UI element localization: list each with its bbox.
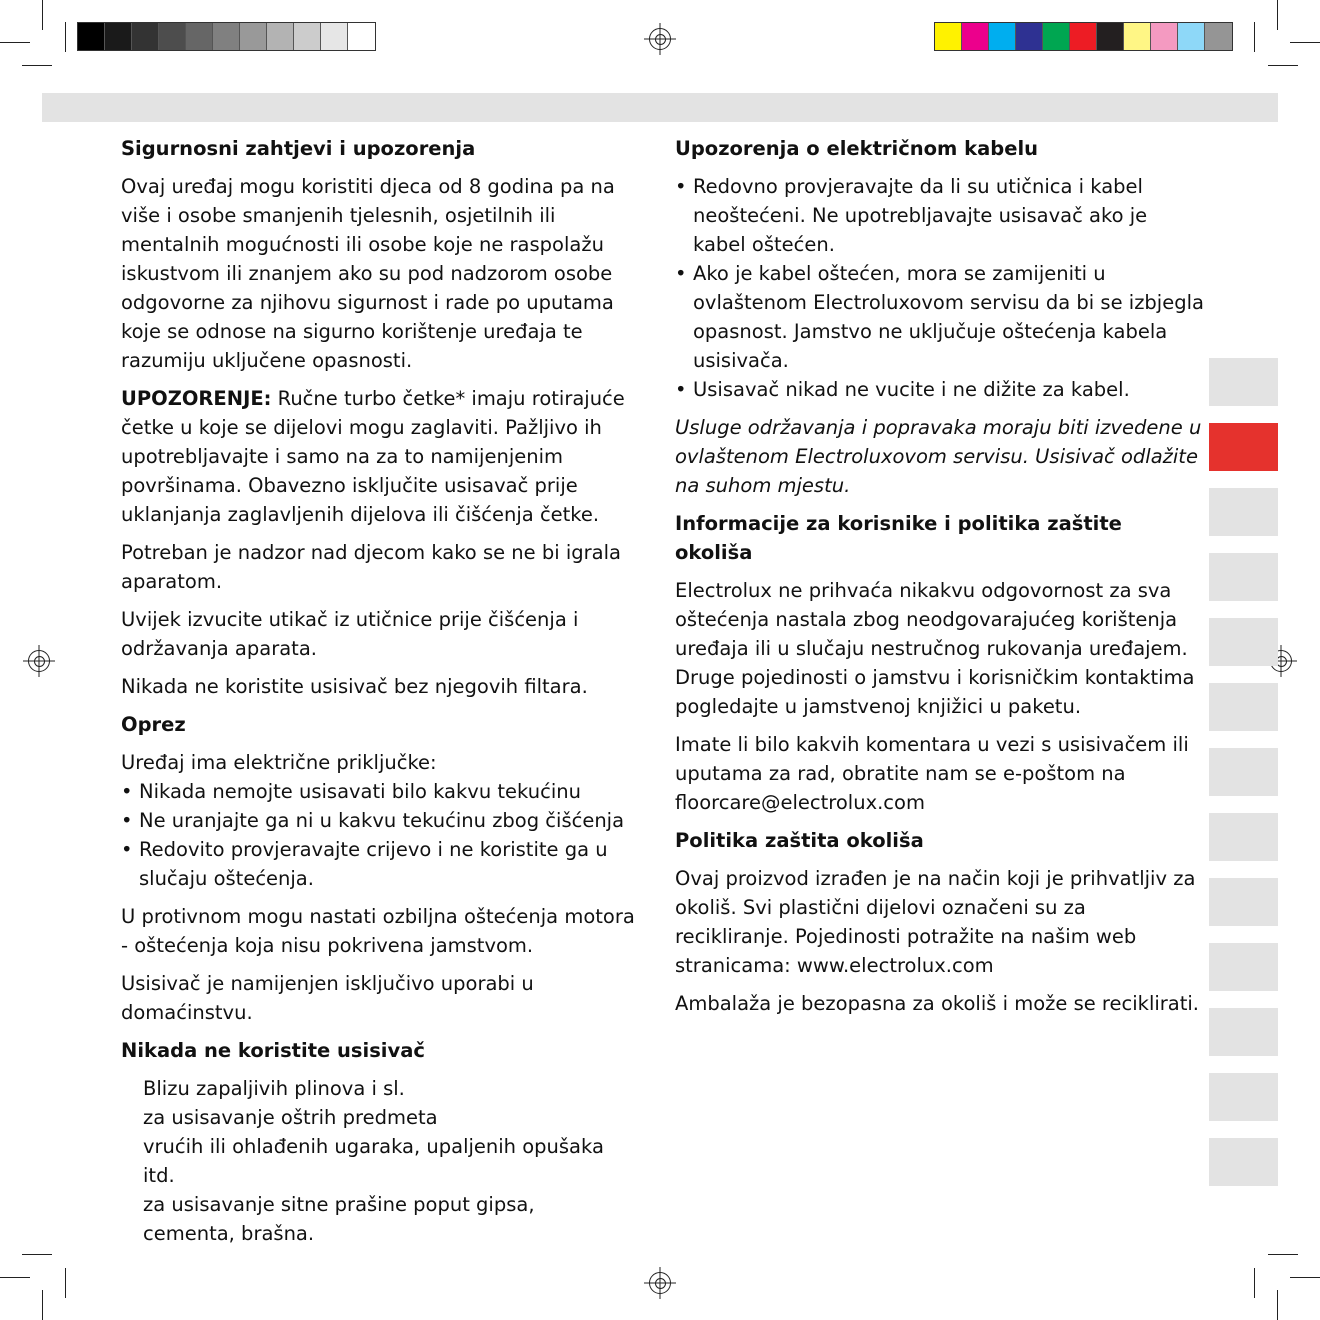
color-swatch [1097,23,1124,50]
language-tab [1209,683,1278,731]
crop-mark [1290,1277,1320,1278]
color-swatch [1178,23,1205,50]
list-item: • Redovno provjeravajte da li su utičnica i kabel neoštećeni. Ne upotrebljavajte usisavač ako je kabel oštećen. [675,172,1205,259]
list-item: • Redovito provjeravajte crijevo i ne koristite ga u slučaju oštećenja. [121,835,636,893]
crop-mark [65,1268,66,1298]
environment-paragraph: Ovaj proizvod izrađen je na način koji je prihvatljiv za okoliš. Svi plastični dijelovi označeni su za recikliranje. Pojedinosti potražite na našim web stranicama: www.electrolux.com [675,867,1196,977]
info-paragraph: Electrolux ne prihvaća nikakvu odgovornost za sva oštećenja nastala zbog neodgovarajućeg korištenja uređaja ili u slučaju nestručnog rukovanja uređajem. Druge pojedinosti o jamstvu i korisničkim kontaktima pogledajte u jamstvenoj knjižici u paketu. [675,579,1195,718]
crop-mark [1254,22,1255,52]
color-swatch [1016,23,1043,50]
warning-label: UPOZORENJE: [121,387,272,410]
language-tab [1209,878,1278,926]
list-item: cementa, brašna. [143,1222,315,1245]
language-tab-active [1209,423,1278,471]
right-column [675,134,1205,1027]
info-heading: Informacije za korisnike i politika zaštite okoliša [675,512,1122,564]
crop-mark [22,65,52,66]
color-swatch [1043,23,1070,50]
gray-swatch [132,23,159,50]
color-swatch [1205,23,1232,50]
left-column [121,134,636,1248]
packaging-paragraph: Ambalaža je bezopasna za okoliš i može se reciklirati. [675,992,1200,1015]
process-color-bar [934,22,1233,51]
language-tab [1209,358,1278,406]
grayscale-color-bar [77,22,376,51]
language-tab [1209,553,1278,601]
color-swatch [962,23,989,50]
filters-paragraph: Nikada ne koristite usisivač bez njegovih filtara. [121,675,588,698]
color-swatch [989,23,1016,50]
language-tab [1209,943,1278,991]
registration-mark-icon [649,1272,671,1294]
unplug-paragraph: Uvijek izvucite utikač iz utičnice prije čišćenja i održavanja aparata. [121,608,579,660]
gray-swatch [105,23,132,50]
language-tab [1209,488,1278,536]
registration-mark-icon [28,650,50,672]
list-item: za usisavanje sitne prašine poput gipsa, [143,1193,535,1216]
color-swatch [1124,23,1151,50]
list-item: Blizu zapaljivih plinova i sl. [143,1077,405,1100]
color-swatch [1151,23,1178,50]
gray-swatch [240,23,267,50]
language-tab [1209,618,1278,666]
gray-swatch [267,23,294,50]
language-tab [1209,748,1278,796]
gray-swatch [294,23,321,50]
cable-heading: Upozorenja o električnom kabelu [675,137,1039,160]
list-item: • Usisavač nikad ne vucite i ne dižite za kabel. [675,375,1205,404]
children-paragraph: Potreban je nadzor nad djecom kako se ne bi igrala aparatom. [121,541,621,593]
gray-swatch [159,23,186,50]
language-tab [1209,1008,1278,1056]
crop-mark [1268,1254,1298,1255]
never-use-heading: Nikada ne koristite usisivač [121,1039,425,1062]
list-item: • Nikada nemojte usisavati bilo kakvu tekućinu [121,777,636,806]
crop-mark [1277,0,1278,30]
motor-paragraph: U protivnom mogu nastati ozbiljna oštećenja motora - oštećenja koja nisu pokrivena jamstvom. [121,905,635,957]
crop-mark [22,1254,52,1255]
safety-heading: Sigurnosni zahtjevi i upozorenja [121,137,476,160]
crop-mark [1268,65,1298,66]
crop-mark [1254,1268,1255,1298]
comments-paragraph: Imate li bilo kakvih komentara u vezi s usisivačem ili uputama za rad, obratite nam se e-poštom na floorcare@electrolux.com [675,733,1189,814]
caution-intro: Uređaj ima električne priključke: [121,751,437,774]
language-tab [1209,1138,1278,1186]
crop-mark [0,42,30,43]
list-item: • Ne uranjajte ga ni u kakvu tekućinu zbog čišćenja [121,806,636,835]
language-tabs [1209,358,1278,1203]
safety-paragraph: Ovaj uređaj mogu koristiti djeca od 8 godina pa na više i osobe smanjenih tjelesnih, osjetilnih ili mentalnih mogućnosti ili osobe koje ne raspolažu iskustvom ili znanjem ako su pod nadzorom osobe odgovorne za njihovu sigurnost i rade po uputama koje se odnose na sigurno korištenje uređaja te razumiju uključene opasnosti. [121,175,615,372]
crop-mark [0,1277,30,1278]
registration-mark-icon [649,28,671,50]
crop-mark [1277,1290,1278,1320]
crop-mark [42,0,43,30]
list-item: za usisavanje oštrih predmeta [143,1106,438,1129]
household-paragraph: Usisivač je namijenjen isključivo uporabi u domaćinstvu. [121,972,534,1024]
crop-mark [1290,42,1320,43]
language-tab [1209,813,1278,861]
gray-swatch [186,23,213,50]
header-band [42,93,1278,122]
color-swatch [935,23,962,50]
gray-swatch [321,23,348,50]
environment-heading: Politika zaštita okoliša [675,829,924,852]
service-note: Usluge održavanja i popravaka moraju biti izvedene u ovlaštenom Electroluxovom servisu. Usisivač odlažite na suhom mjestu. [675,416,1202,497]
gray-swatch [78,23,105,50]
list-item: vrućih ili ohlađenih ugaraka, upaljenih opušaka itd. [143,1135,604,1187]
color-swatch [1070,23,1097,50]
crop-mark [65,22,66,52]
cable-list [675,172,1205,404]
warning-text: Ručne turbo četke* imaju rotirajuće četke u koje se dijelovi mogu zaglaviti. Pažljivo ih upotrebljavajte i samo na za to namijenjenim površinama. Obavezno isključite usisavač prije uklanjanja zaglavljenih dijelova ili čišćenja četke. [121,387,625,526]
gray-swatch [348,23,375,50]
warning-paragraph [121,384,636,529]
crop-mark [42,1290,43,1320]
caution-list [121,777,636,893]
caution-heading: Oprez [121,713,186,736]
gray-swatch [213,23,240,50]
never-use-list [121,1074,636,1248]
list-item: • Ako je kabel oštećen, mora se zamijeniti u ovlaštenom Electroluxovom servisu da bi se izbjegla opasnost. Jamstvo ne uključuje oštećenja kabela usisivača. [675,259,1205,375]
language-tab [1209,1073,1278,1121]
